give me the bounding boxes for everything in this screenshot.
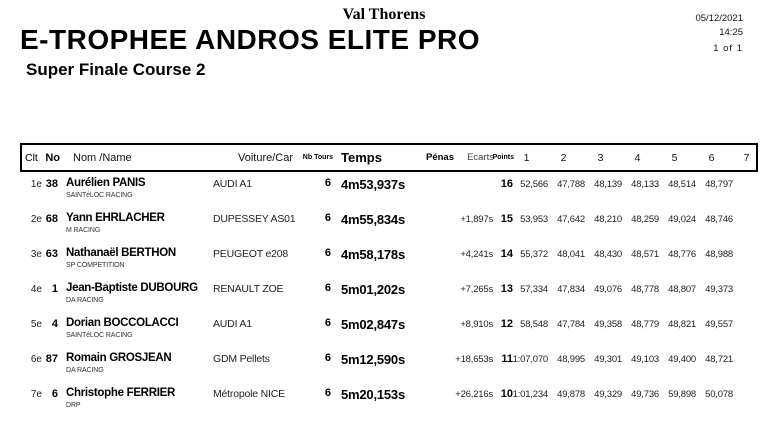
col-header-points: Points <box>492 154 514 161</box>
col-header-laps: Nb Tours <box>302 154 333 161</box>
lap-time-6: 48,721 <box>705 354 733 365</box>
lap-time-5: 48,514 <box>668 179 696 190</box>
team-name: DA RACING <box>66 367 104 374</box>
driver-name: Jean-Baptiste DUBOURG <box>66 282 198 294</box>
col-header-lap-7: 7 <box>743 151 750 164</box>
col-header-lap-1: 1 <box>523 151 530 164</box>
table-row <box>20 317 758 352</box>
lap-time-2: 48,041 <box>557 249 585 260</box>
lap-time-3: 48,210 <box>594 214 622 225</box>
team-name: M RACING <box>66 227 101 234</box>
car-number-cell: 4 <box>51 318 58 330</box>
team-name: SP COMPETITION <box>66 262 125 269</box>
driver-cell <box>58 387 208 410</box>
page-number: 1 of 1 <box>713 43 743 54</box>
total-time-cell: 5m12,590s <box>341 352 405 367</box>
lap-time-2: 47,642 <box>557 214 585 225</box>
rank-cell: 5e <box>30 319 42 330</box>
lap-time-6: 50,078 <box>705 389 733 400</box>
total-time-cell: 5m02,847s <box>341 317 405 332</box>
lap-time-6: 48,988 <box>705 249 733 260</box>
points-cell: 10 <box>500 388 513 400</box>
table-row <box>20 387 758 422</box>
points-cell: 15 <box>500 213 513 225</box>
lap-time-7 <box>735 352 758 354</box>
points-cell: 11 <box>501 353 513 365</box>
team-name: SAINTéLOC RACING <box>66 192 133 199</box>
driver-cell <box>58 317 208 340</box>
lap-time-7 <box>735 177 758 179</box>
col-header-name: Nom /Name <box>73 151 132 164</box>
col-header-penalties: Pénas <box>426 152 454 163</box>
lap-time-1: 1:01,234 <box>512 389 548 400</box>
lap-time-5: 48,776 <box>668 249 696 260</box>
points-cell: 12 <box>500 318 513 330</box>
lap-time-1: 57,334 <box>520 284 548 295</box>
rank-cell: 1e <box>30 179 42 190</box>
document-date: 05/12/2021 <box>695 13 743 24</box>
lap-time-6: 48,797 <box>705 179 733 190</box>
car-model-cell: Métropole NICE <box>213 388 285 400</box>
car-number-cell: 87 <box>45 353 58 365</box>
table-body <box>20 177 758 422</box>
laps-count-cell: 6 <box>324 352 331 364</box>
car-number-cell: 38 <box>45 178 58 190</box>
total-time-cell: 5m01,202s <box>341 282 405 297</box>
lap-time-4: 49,736 <box>631 389 659 400</box>
lap-time-6: 49,373 <box>705 284 733 295</box>
document-time: 14:25 <box>719 27 743 38</box>
lap-time-7 <box>735 247 758 249</box>
lap-time-1: 52,566 <box>520 179 548 190</box>
lap-time-2: 47,788 <box>557 179 585 190</box>
col-header-lap-6: 6 <box>708 151 715 164</box>
driver-name: Dorian BOCCOLACCI <box>66 317 179 329</box>
lap-time-1: 55,372 <box>520 249 548 260</box>
rank-cell: 7e <box>30 389 42 400</box>
col-header-lap-3: 3 <box>597 151 604 164</box>
lap-time-5: 49,024 <box>668 214 696 225</box>
driver-name: Yann EHRLACHER <box>66 212 165 224</box>
lap-time-3: 48,430 <box>594 249 622 260</box>
points-cell: 16 <box>500 178 513 190</box>
lap-time-4: 48,133 <box>631 179 659 190</box>
col-header-gaps: Ecarts <box>467 152 494 163</box>
laps-count-cell: 6 <box>324 387 331 399</box>
table-header-row <box>20 143 758 172</box>
car-number-cell: 63 <box>45 248 58 260</box>
driver-name: Nathanaël BERTHON <box>66 247 176 259</box>
driver-cell <box>58 352 208 375</box>
gap-cell: +1,897s <box>460 214 493 225</box>
lap-time-4: 48,571 <box>631 249 659 260</box>
total-time-cell: 4m55,834s <box>341 212 405 227</box>
lap-time-7 <box>735 282 758 284</box>
points-cell: 14 <box>500 248 513 260</box>
lap-time-5: 49,400 <box>668 354 696 365</box>
car-number-cell: 6 <box>51 388 58 400</box>
car-model-cell: AUDI A1 <box>213 178 252 190</box>
lap-time-5: 48,807 <box>668 284 696 295</box>
col-header-no: No <box>45 151 60 164</box>
driver-cell <box>58 177 208 200</box>
driver-cell <box>58 247 208 270</box>
lap-time-6: 49,557 <box>705 319 733 330</box>
points-cell: 13 <box>500 283 513 295</box>
driver-name: Romain GROSJEAN <box>66 352 172 364</box>
lap-time-4: 48,259 <box>631 214 659 225</box>
event-title: E-TROPHEE ANDROS ELITE PRO <box>20 24 481 55</box>
col-header-lap-5: 5 <box>671 151 678 164</box>
lap-time-4: 49,103 <box>631 354 659 365</box>
driver-name: Christophe FERRIER <box>66 387 175 399</box>
lap-time-7 <box>735 317 758 319</box>
session-title: Super Finale Course 2 <box>26 60 206 79</box>
lap-time-3: 49,301 <box>594 354 622 365</box>
table-row <box>20 282 758 317</box>
lap-time-2: 47,784 <box>557 319 585 330</box>
gap-cell: +8,910s <box>460 319 493 330</box>
table-row <box>20 352 758 387</box>
total-time-cell: 4m53,937s <box>341 177 405 192</box>
laps-count-cell: 6 <box>324 317 331 329</box>
lap-time-1: 1:07,070 <box>512 354 548 365</box>
document-meta <box>695 12 743 56</box>
lap-time-3: 49,358 <box>594 319 622 330</box>
gap-cell <box>455 177 493 179</box>
team-name: DRP <box>66 402 81 409</box>
lap-time-5: 48,821 <box>668 319 696 330</box>
laps-count-cell: 6 <box>324 212 331 224</box>
lap-time-2: 47,834 <box>557 284 585 295</box>
rank-cell: 4e <box>30 284 42 295</box>
car-model-cell: GDM Pellets <box>213 353 270 365</box>
lap-time-4: 48,778 <box>631 284 659 295</box>
col-header-time: Temps <box>341 150 382 165</box>
lap-time-3: 48,139 <box>594 179 622 190</box>
car-model-cell: AUDI A1 <box>213 318 252 330</box>
col-header-clt: Clt <box>25 151 38 164</box>
lap-time-3: 49,076 <box>594 284 622 295</box>
laps-count-cell: 6 <box>324 282 331 294</box>
driver-name: Aurélien PANIS <box>66 177 146 189</box>
lap-time-7 <box>735 387 758 389</box>
lap-time-5: 59,898 <box>668 389 696 400</box>
driver-cell <box>58 212 208 235</box>
laps-count-cell: 6 <box>324 247 331 259</box>
gap-cell: +4,241s <box>460 249 493 260</box>
results-table <box>20 143 758 422</box>
col-header-lap-2: 2 <box>560 151 567 164</box>
total-time-cell: 5m20,153s <box>341 387 405 402</box>
driver-cell <box>58 282 208 305</box>
table-row <box>20 247 758 282</box>
col-header-car: Voiture/Car <box>237 151 294 164</box>
lap-time-1: 53,953 <box>520 214 548 225</box>
car-number-cell: 1 <box>51 283 58 295</box>
lap-time-2: 49,878 <box>557 389 585 400</box>
lap-time-7 <box>735 212 758 214</box>
lap-time-6: 48,746 <box>705 214 733 225</box>
lap-time-1: 58,548 <box>520 319 548 330</box>
total-time-cell: 4m58,178s <box>341 247 405 262</box>
lap-time-2: 48,995 <box>557 354 585 365</box>
car-model-cell: DUPESSEY AS01 <box>213 213 296 225</box>
gap-cell: +26,216s <box>455 389 493 400</box>
team-name: DA RACING <box>66 297 104 304</box>
table-row <box>20 212 758 247</box>
lap-time-4: 48,779 <box>631 319 659 330</box>
team-name: SAINTéLOC RACING <box>66 332 133 339</box>
rank-cell: 2e <box>30 214 42 225</box>
laps-count-cell: 6 <box>324 177 331 189</box>
car-model-cell: RENAULT ZOE <box>213 283 284 295</box>
event-location: Val Thorens <box>342 6 426 23</box>
gap-cell: +18,653s <box>455 354 493 365</box>
rank-cell: 3e <box>30 249 42 260</box>
table-row <box>20 177 758 212</box>
car-number-cell: 68 <box>45 213 58 225</box>
rank-cell: 6e <box>30 354 42 365</box>
lap-time-3: 49,329 <box>594 389 622 400</box>
gap-cell: +7,265s <box>460 284 493 295</box>
car-model-cell: PEUGEOT e208 <box>213 248 289 260</box>
col-header-lap-4: 4 <box>634 151 641 164</box>
